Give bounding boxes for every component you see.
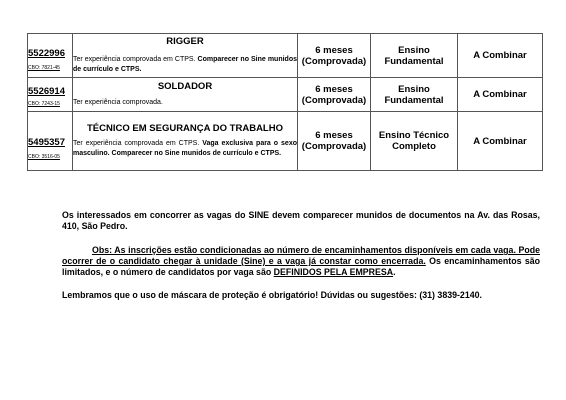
salary-cell: A Combinar: [458, 112, 543, 171]
job-description-cell: [73, 34, 298, 78]
experience-note: (Comprovada): [301, 55, 367, 67]
education-cell: [371, 34, 458, 78]
job-description: [73, 55, 297, 75]
description-text: Ter experiência comprovada em CTPS.: [73, 140, 203, 147]
salary-cell: A Combinar: [458, 34, 543, 78]
experience-cell: [298, 112, 371, 171]
job-code-cell: [28, 112, 73, 171]
salary-cell: A Combinar: [458, 78, 543, 112]
description-bold-text: Comparecer no Sine munidos de currículo e CTPS.: [73, 56, 297, 73]
cbo-code: CBO: 7243-15: [28, 101, 60, 107]
cbo-code: CBO: 7821-45: [28, 65, 60, 71]
experience-cell: [298, 34, 371, 78]
observation-defined-by-company: DEFINIDOS PELA EMPRESA: [273, 267, 394, 277]
job-description: [73, 139, 297, 159]
mask-reminder: Lembramos que o uso de máscara de proteção é obrigatório! Dúvidas ou sugestões: (31) 3839-2140.: [62, 290, 482, 300]
job-title: RIGGER: [166, 36, 204, 47]
education-line1: Ensino Técnico: [378, 130, 450, 141]
job-title: SOLDADOR: [157, 81, 213, 92]
description-text: Ter experiência comprovada em CTPS.: [73, 56, 198, 63]
education-cell: [371, 78, 458, 112]
job-code: 5522996: [28, 48, 65, 59]
description-text: Ter experiência comprovada.: [73, 99, 163, 106]
education-cell: [371, 112, 458, 171]
experience-cell: [298, 78, 371, 112]
observation-plain: Os encaminhamentos são limitados, e o número de candidatos por vaga são: [62, 256, 540, 277]
observation-end: .: [393, 267, 396, 277]
job-description-cell: [73, 78, 298, 112]
job-description-cell: [73, 112, 298, 171]
experience-note: (Comprovada): [301, 94, 367, 106]
jobs-table: [27, 33, 543, 171]
job-code: 5495357: [28, 136, 65, 148]
attendance-notice: Os interessados em concorrer as vagas do SINE devem comparecer munidos de documentos na Av. das Rosas, 410, São Pedro.: [62, 210, 540, 231]
education-line1: Ensino: [398, 44, 430, 56]
table-row: [28, 34, 543, 78]
observation-notice: [62, 245, 540, 278]
job-code-cell: [28, 34, 73, 78]
cbo-code: CBO: 3516-05: [28, 153, 60, 160]
education-line2: Completo: [392, 141, 436, 152]
observation-underlined: Obs: As inscrições estão condicionadas ao número de encaminhamentos disponíveis em cada vaga. Pode ocorrer de o candidato chegar à unidade (Sine) e a vaga já constar como encerrada.: [62, 245, 540, 266]
job-description: [73, 98, 297, 108]
experience-note: (Comprovada): [301, 141, 367, 152]
education-line2: Fundamental: [384, 94, 444, 106]
description-bold-text: Vaga exclusiva para o sexo masculino. Comparecer no Sine munidos de currículo e CTPS.: [73, 140, 297, 157]
experience-duration: 6 meses: [315, 44, 353, 56]
experience-duration: 6 meses: [315, 130, 353, 141]
job-title: TÉCNICO EM SEGURANÇA DO TRABALHO: [87, 123, 283, 134]
education-line1: Ensino: [398, 83, 430, 95]
table-row: [28, 78, 543, 112]
experience-duration: 6 meses: [315, 83, 353, 95]
job-code-cell: [28, 78, 73, 112]
job-code: 5526914: [28, 86, 65, 97]
table-row: [28, 112, 543, 171]
education-line2: Fundamental: [384, 55, 444, 67]
